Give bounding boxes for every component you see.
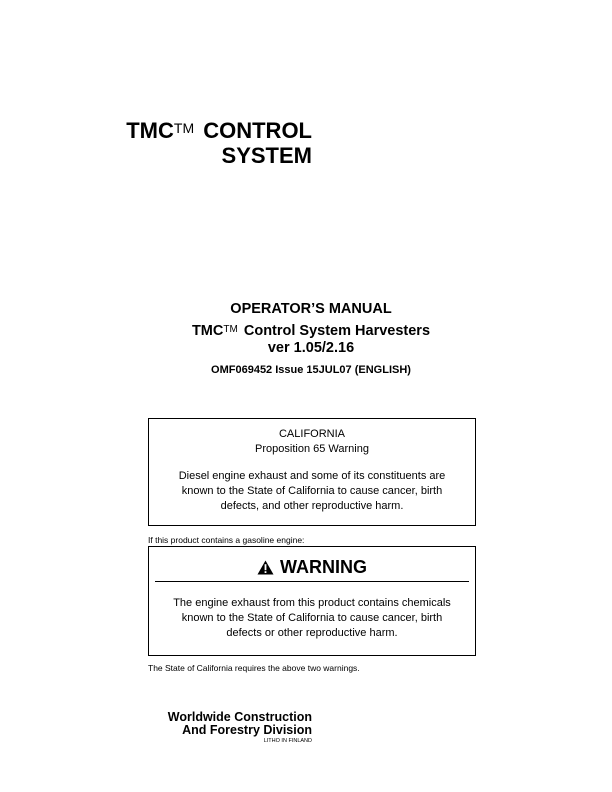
manual-subtitle <box>140 321 482 340</box>
print-origin: LITHO IN FINLAND <box>263 738 312 744</box>
manual-version: ver 1.05/2.16 <box>267 340 355 356</box>
warning-text-line: The engine exhaust from this product contains chemicals <box>173 597 451 609</box>
subtitle-trademark-mark: TM <box>223 324 238 335</box>
document-title <box>100 116 312 168</box>
gasoline-warning-box <box>148 546 476 656</box>
warning-text-line: defects or other reproductive harm. <box>226 627 398 639</box>
manual-heading-block <box>140 301 482 357</box>
division-line-1: Worldwide Construction <box>167 710 312 724</box>
title-line-2: SYSTEM <box>221 143 312 168</box>
gasoline-engine-note: If this product contains a gasoline engine: <box>148 535 305 545</box>
california-text-line: known to the State of California to cause cancer, birth <box>181 485 443 497</box>
issue-number: OMF069452 Issue 15JUL07 (ENGLISH) <box>211 364 411 376</box>
california-text-line: defects, and other reproductive harm. <box>220 500 404 512</box>
subtitle-text: Control System Harvesters <box>243 323 431 339</box>
california-warning-box <box>148 418 476 526</box>
trademark-mark: TM <box>173 120 195 136</box>
warning-triangle-icon <box>257 560 274 575</box>
california-text-line: Diesel engine exhaust and some of its constituents are <box>178 470 446 482</box>
division-line-2: And Forestry Division <box>182 723 312 737</box>
california-label: CALIFORNIA <box>278 428 345 440</box>
warning-heading: WARNING <box>280 557 367 577</box>
division-name <box>140 711 312 737</box>
title-line-1 <box>100 116 312 143</box>
warning-header <box>155 557 469 582</box>
state-requirement-note: The State of California requires the above two warnings. <box>148 663 360 673</box>
subtitle-tmc: TMC <box>191 323 224 339</box>
title-control: CONTROL <box>203 118 312 143</box>
title-tmc: TMC <box>126 118 174 143</box>
gasoline-warning-text <box>149 596 475 641</box>
manual-heading: OPERATOR’S MANUAL <box>230 301 392 317</box>
california-warning-text <box>149 469 475 514</box>
warning-text-line: known to the State of California to cause cancer, birth <box>181 612 443 624</box>
proposition-label: Proposition 65 Warning <box>255 443 369 455</box>
